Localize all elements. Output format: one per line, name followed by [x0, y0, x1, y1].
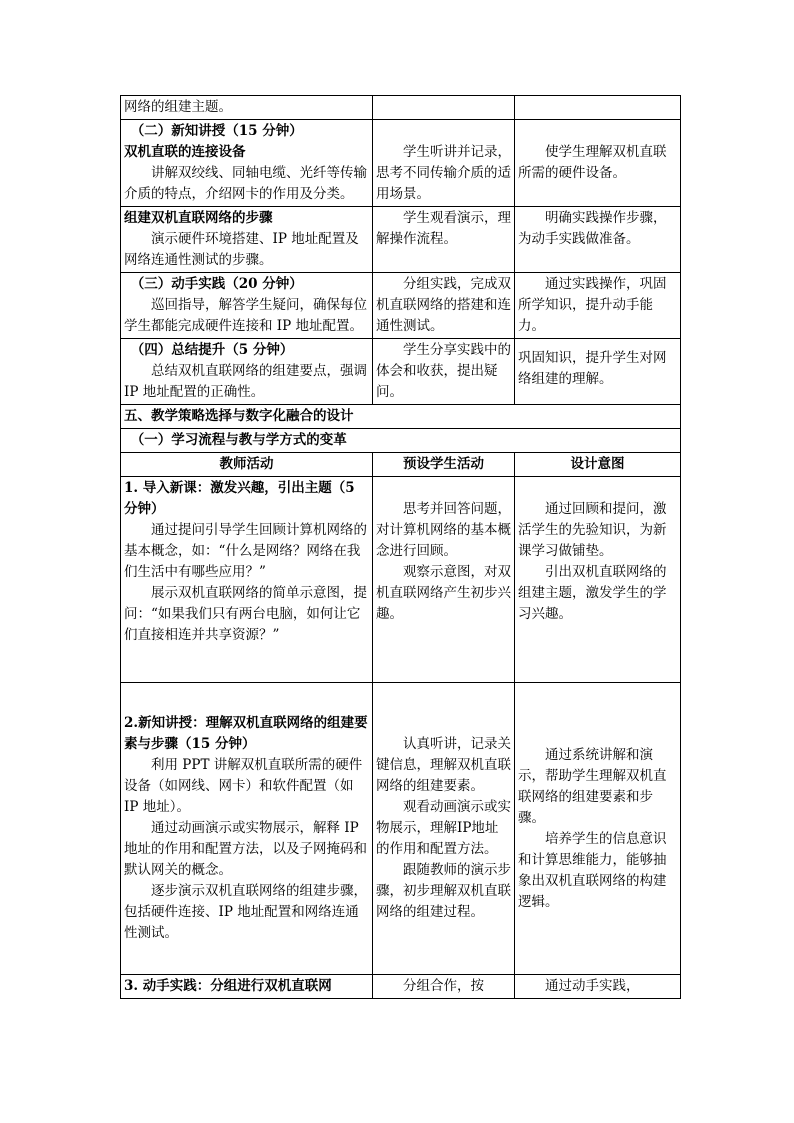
- subsection-heading: 双机直联的连接设备: [124, 144, 246, 160]
- student-cell: [373, 207, 515, 273]
- cell-text: 通过实践操作，巩固所学知识，提升动手能力。: [518, 276, 667, 334]
- teacher-cell: [121, 339, 373, 405]
- table-row: [121, 429, 681, 453]
- intent-cell: [515, 683, 681, 975]
- table-row: [121, 120, 681, 207]
- cell-text: 通过回顾和提问，激活学生的先验知识，为新课学习做铺垫。: [518, 501, 667, 559]
- step-heading: 1. 导入新课：激发兴趣，引出主题（5 分钟）: [124, 480, 355, 517]
- column-header-student: 预设学生活动: [373, 453, 515, 477]
- intent-cell: [515, 273, 681, 339]
- table-row: [121, 405, 681, 429]
- table-header-row: [121, 453, 681, 477]
- student-cell: [373, 120, 515, 207]
- column-header-intent: 设计意图: [515, 453, 681, 477]
- cell-text: 总结双机直联网络的组建要点，强调 IP 地址配置的正确性。: [124, 363, 367, 400]
- subsection-heading: 组建双机直联网络的步骤: [124, 210, 273, 226]
- cell-text: 学生观看演示，理解操作流程。: [376, 210, 511, 247]
- teacher-cell: [121, 207, 373, 273]
- student-cell: [373, 96, 515, 120]
- section-heading: （三）动手实践（20 分钟）: [130, 276, 303, 292]
- intent-cell: [515, 96, 681, 120]
- cell-text: 跟随教师的演示步骤，初步理解双机直联网络的组建过程。: [376, 862, 511, 920]
- cell-text: 培养学生的信息意识和计算思维能力，能够抽象出双机直联网络的构建逻辑。: [518, 830, 667, 910]
- cell-text: 网络的组建主题。: [124, 99, 232, 115]
- table-row: [121, 683, 681, 975]
- teacher-cell: [121, 96, 373, 120]
- cell-text: 通过提问引导学生回顾计算机网络的基本概念，如：“什么是网络？网络在我们生活中有哪些应用？”: [124, 522, 367, 580]
- cell-text: 使学生理解双机直联所需的硬件设备。: [518, 144, 667, 181]
- teacher-cell: [121, 273, 373, 339]
- section-heading: （四）总结提升（5 分钟）: [130, 342, 294, 358]
- cell-text: 明确实践操作步骤，为动手实践做准备。: [518, 210, 667, 247]
- step-heading: 2.新知讲授：理解双机直联网络的组建要素与步骤（15 分钟）: [124, 715, 368, 752]
- cell-text: 逐步演示双机直联网络的组建步骤，包括硬件连接、IP 地址配置和网络连通性测试。: [124, 883, 367, 941]
- cell-text: 引出双机直联网络的组建主题，激发学生的学习兴趣。: [518, 564, 667, 622]
- section-title: 五、教学策略选择与数字化融合的设计: [121, 405, 681, 429]
- intent-cell: [515, 207, 681, 273]
- cell-text: 分组实践，完成双机直联网络的搭建和连通性测试。: [376, 276, 511, 334]
- table-row: [121, 273, 681, 339]
- column-header-teacher: 教师活动: [121, 453, 373, 477]
- cell-text: 展示双机直联网络的简单示意图，提问：“如果我们只有两台电脑，如何让它们直接相连并共享资源？”: [124, 585, 367, 643]
- student-cell: [373, 339, 515, 405]
- cell-text: 讲解双绞线、同轴电缆、光纤等传输介质的特点，介绍网卡的作用及分类。: [124, 165, 367, 202]
- cell-text: 巩固知识，提升学生对网络组建的理解。: [518, 350, 667, 387]
- student-cell: [373, 273, 515, 339]
- subsection-title: （一）学习流程与教与学方式的变革: [121, 429, 681, 453]
- teacher-cell: [121, 120, 373, 207]
- cell-text: 认真听讲，记录关键信息，理解双机直联网络的组建要素。: [376, 736, 511, 794]
- teacher-cell: [121, 683, 373, 975]
- student-cell: [373, 477, 515, 683]
- cell-text: 通过系统讲解和演示，帮助学生理解双机直联网络的组建要素和步骤。: [518, 746, 667, 826]
- cell-text: 学生分享实践中的体会和收获，提出疑问。: [376, 342, 511, 400]
- intent-cell: [515, 477, 681, 683]
- intent-cell: [515, 120, 681, 207]
- cell-text: 巡回指导，解答学生疑问，确保每位学生都能完成硬件连接和 IP 地址配置。: [124, 297, 367, 334]
- intent-cell: 通过动手实践，: [515, 975, 681, 999]
- step-heading: 3. 动手实践：分组进行双机直联网: [121, 975, 373, 999]
- table-row: [121, 96, 681, 120]
- lesson-plan-table: [120, 95, 681, 999]
- table-row: [121, 339, 681, 405]
- section-heading: （二）新知讲授（15 分钟）: [130, 123, 303, 139]
- table-row: [121, 207, 681, 273]
- cell-text: 观看动画演示或实物展示，理解IP地址的作用和配置方法。: [376, 799, 511, 857]
- student-cell: 分组合作，按: [373, 975, 515, 999]
- cell-text: 通过动画演示或实物展示，解释 IP 地址的作用和配置方法，以及子网掩码和默认网关的概念。: [124, 820, 367, 878]
- table-row: [121, 975, 681, 999]
- intent-cell: [515, 339, 681, 405]
- teacher-cell: [121, 477, 373, 683]
- cell-text: 演示硬件环境搭建、IP 地址配置及网络连通性测试的步骤。: [124, 231, 359, 268]
- cell-text: 利用 PPT 讲解双机直联所需的硬件设备（如网线、网卡）和软件配置（如 IP 地址）。: [124, 757, 363, 815]
- table-row: [121, 477, 681, 683]
- cell-text: 观察示意图，对双机直联网络产生初步兴趣。: [376, 564, 511, 622]
- cell-text: 思考并回答问题，对计算机网络的基本概念进行回顾。: [376, 501, 511, 559]
- cell-text: 学生听讲并记录，思考不同传输介质的适用场景。: [376, 144, 511, 202]
- student-cell: [373, 683, 515, 975]
